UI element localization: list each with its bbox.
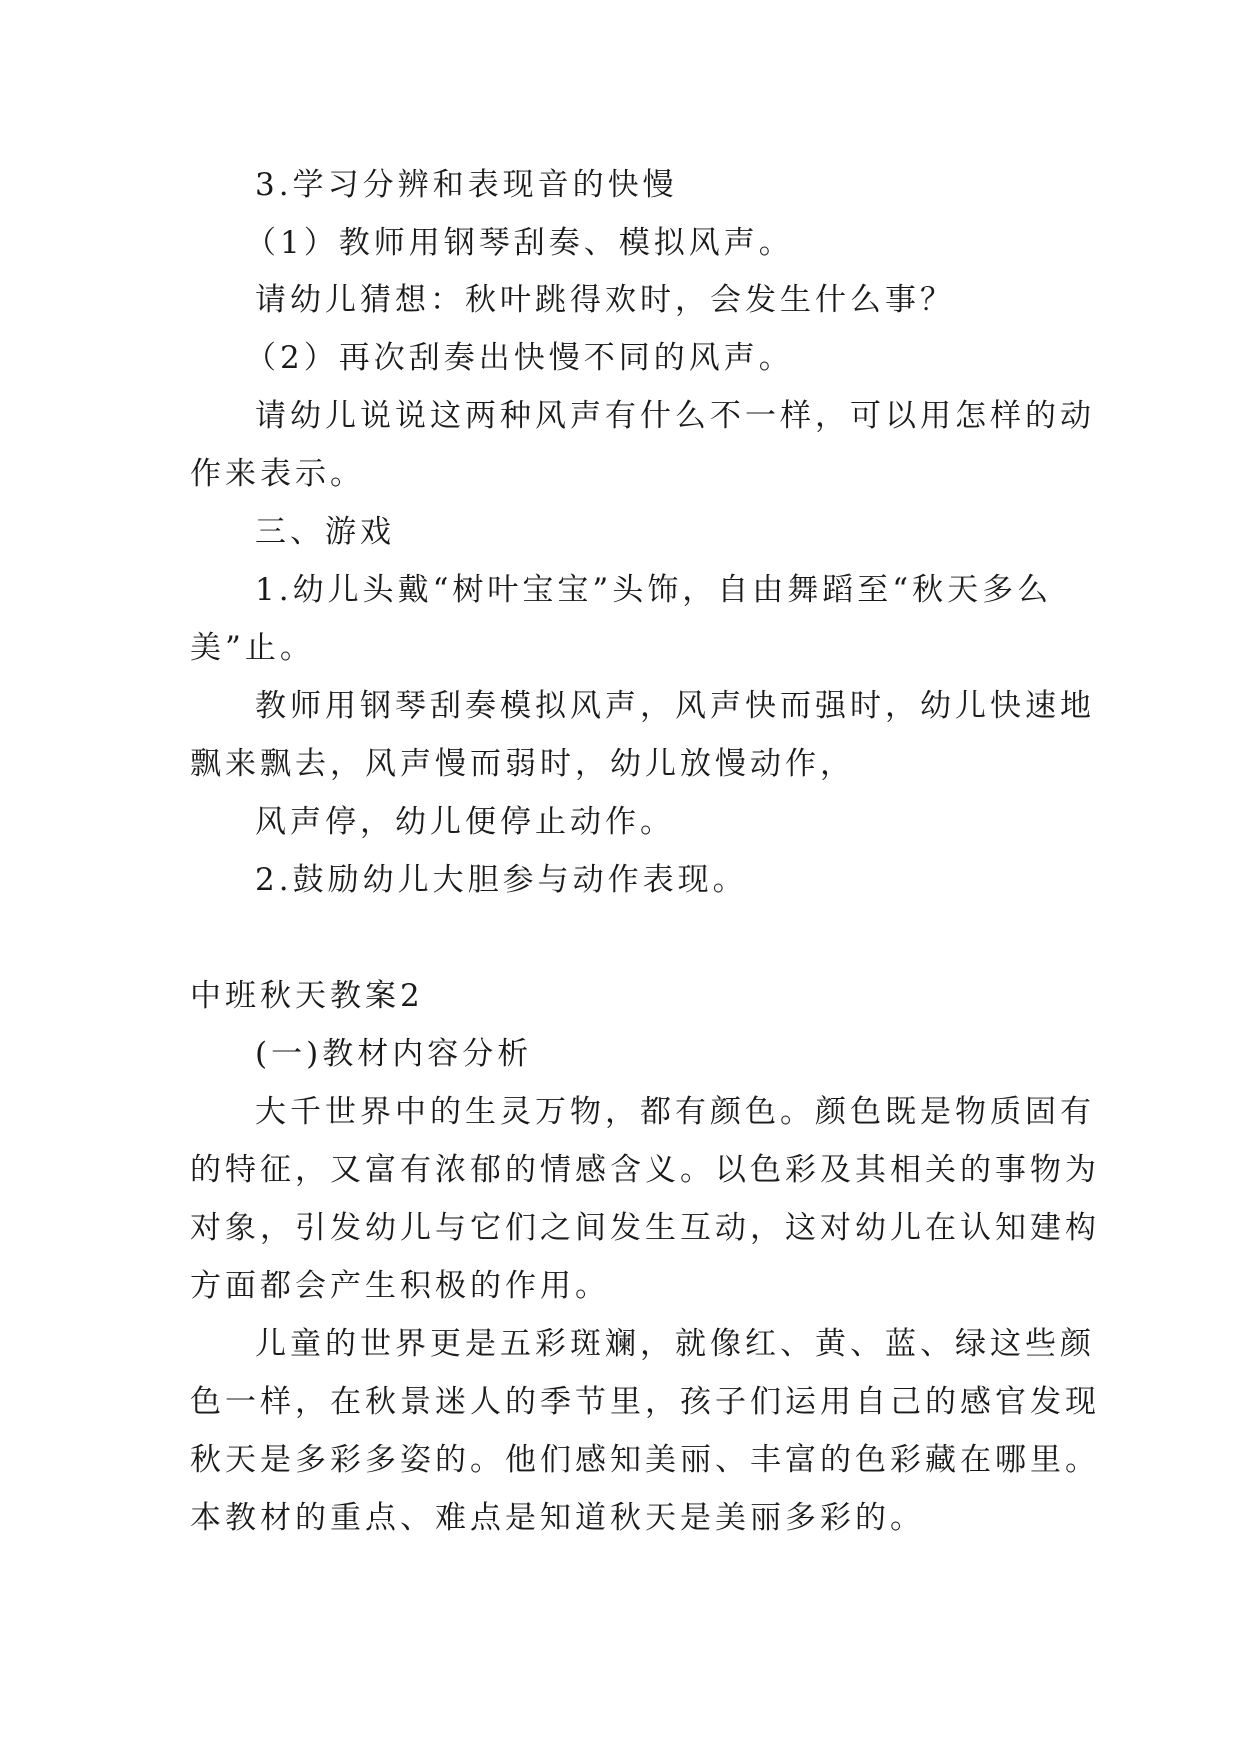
paragraph-line: 1.幼儿头戴“树叶宝宝”头饰，自由舞蹈至“秋天多么 bbox=[255, 572, 1053, 608]
section-heading: (一)教材内容分析 bbox=[255, 1036, 533, 1072]
paragraph-line: 请幼儿猜想：秋叶跳得欢时，会发生什么事？ bbox=[255, 282, 955, 318]
section-heading: 三、游戏 bbox=[255, 514, 395, 550]
paragraph-line: 美”止。 bbox=[190, 630, 315, 666]
paragraph-line: （2）再次刮奏出快慢不同的风声。 bbox=[245, 340, 794, 376]
paragraph-line: 教师用钢琴刮奏模拟风声，风声快而强时，幼儿快速地 bbox=[255, 688, 1095, 724]
paragraph-line: 色一样，在秋景迷人的季节里，孩子们运用自己的感官发现 bbox=[190, 1384, 1100, 1420]
document-title: 中班秋天教案2 bbox=[190, 978, 424, 1014]
paragraph-line: 儿童的世界更是五彩斑斓，就像红、黄、蓝、绿这些颜 bbox=[255, 1326, 1095, 1362]
paragraph-line: （1）教师用钢琴刮奏、模拟风声。 bbox=[245, 225, 794, 261]
paragraph-line: 秋天是多彩多姿的。他们感知美丽、丰富的色彩藏在哪里。 bbox=[190, 1442, 1100, 1478]
paragraph-line: 对象，引发幼儿与它们之间发生互动，这对幼儿在认知建构 bbox=[190, 1210, 1100, 1246]
paragraph-line: 风声停，幼儿便停止动作。 bbox=[255, 804, 675, 840]
paragraph-line: 飘来飘去，风声慢而弱时，幼儿放慢动作， bbox=[190, 746, 855, 782]
paragraph-line: 的特征，又富有浓郁的情感含义。以色彩及其相关的事物为 bbox=[190, 1152, 1100, 1188]
paragraph-line: 请幼儿说说这两种风声有什么不一样，可以用怎样的动 bbox=[255, 398, 1095, 434]
paragraph-line: 2.鼓励幼儿大胆参与动作表现。 bbox=[255, 862, 748, 898]
paragraph-line: 本教材的重点、难点是知道秋天是美丽多彩的。 bbox=[190, 1500, 925, 1536]
paragraph-line: 方面都会产生积极的作用。 bbox=[190, 1268, 610, 1304]
paragraph-line: 作来表示。 bbox=[190, 456, 365, 492]
paragraph-line: 大千世界中的生灵万物，都有颜色。颜色既是物质固有 bbox=[255, 1094, 1095, 1130]
paragraph-line: 3.学习分辨和表现音的快慢 bbox=[255, 167, 678, 203]
